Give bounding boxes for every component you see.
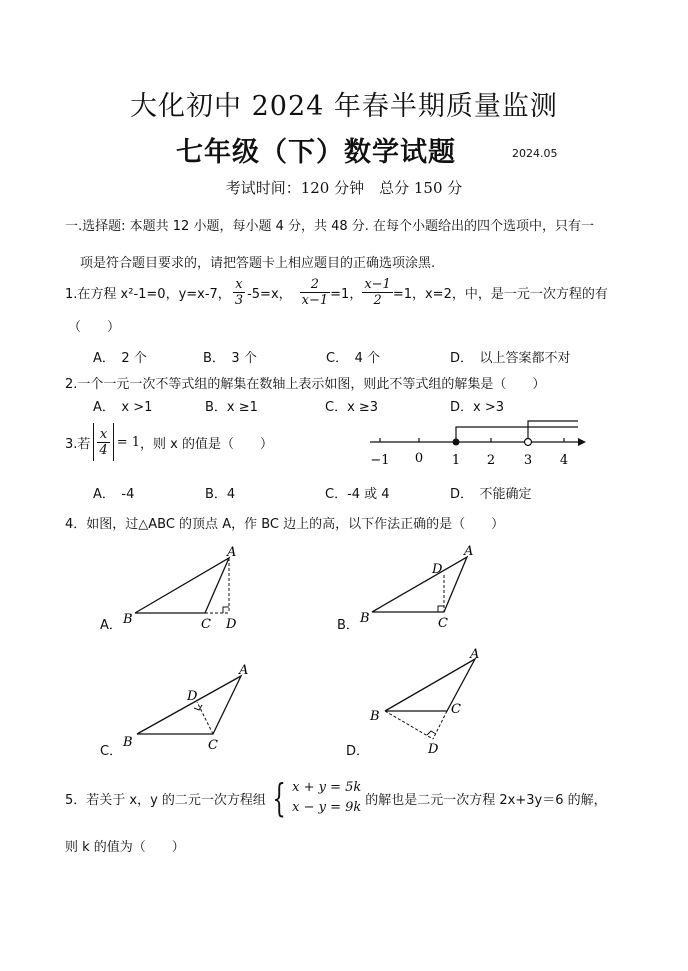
axis-label-neg1: −1 [370,453,390,468]
q2-option-d: D．x >3 [450,400,504,415]
axis-label-3: 3 [523,453,533,468]
q4-figure-b [350,540,490,635]
label-a-B: B [123,612,133,627]
q3-option-b: B．4 [205,487,236,502]
axis-label-0: 0 [414,451,424,466]
q3-abs-den: 4 [99,442,108,458]
q1-after-f1: -5=x， [247,286,292,302]
question-2: 2.一个一元一次不等式组的解集在数轴上表示如图，则此不等式组的解集是（ ） [65,377,546,392]
q4-option-a-label: A． [100,618,122,633]
exam-date: 2024.05 [512,147,558,160]
question-3 [65,420,273,464]
label-d-A: A [470,647,480,662]
q4-figure-d [365,644,495,769]
q1-blank: （ ） [68,320,121,335]
label-c-D: D [187,689,198,704]
q1-f1-num: x [233,277,245,293]
q5-suffix: 的解也是二元一次方程 2x+3y＝6 的解， [365,792,607,808]
q5-prefix: 5．若关于 x，y 的二元一次方程组 [65,792,266,808]
q5-eq1: x + y = 5k [292,780,362,795]
q1-suffix: =1，x=2，中，是一元一次方程的有 [392,286,608,302]
right-angle-d [427,731,436,735]
label-c-B: B [123,735,133,750]
q4-figure-a [115,540,255,635]
q4-option-d-label: D． [346,744,370,759]
label-a-D: D [226,617,237,632]
label-b-D: D [432,562,443,577]
number-line-figure [360,415,590,470]
question-1 [65,270,608,314]
label-a-C: C [201,617,211,632]
label-b-A: A [464,544,474,559]
q1-option-b: B． 3 个 [203,351,257,366]
triangle-d [385,659,475,711]
q1-fraction-2 [300,277,331,308]
exam-info: 考试时间：120 分钟 总分 150 分 [225,179,463,197]
section-instructions-line2: 项是符合题目要求的，请把答题卡上相应题目的正确选项涂黑. [80,256,436,271]
q4-figure-c [115,658,260,758]
triangle-a [135,558,229,613]
q2-option-c: C．x ≥3 [325,400,379,415]
q1-option-c: C． 4 个 [326,351,380,366]
q5-line2: 则 k 的值为（ ） [65,840,185,855]
q1-f2-den: x−1 [301,292,329,308]
label-d-B: B [370,709,380,724]
q3-suffix: ，则 x 的值是（ ） [139,436,273,452]
q3-option-d: D． 不能确定 [450,487,532,502]
q5-brace: { [272,776,286,820]
altitude-d-1 [385,711,433,739]
number-line-arrow [578,438,586,446]
q3-abs-fraction [97,427,109,458]
q1-option-a: A． 2 个 [93,351,147,366]
q2-option-b: B．x ≥1 [205,400,258,415]
label-c-C: C [208,738,218,753]
axis-label-2: 2 [486,453,496,468]
triangle-c [137,676,241,734]
label-d-D: D [428,742,439,757]
solid-point-1 [453,439,460,446]
label-d-C: C [451,702,461,717]
section-instructions-line1: 一.选择题: 本题共 12 小题，每小题 4 分，共 48 分. 在每个小题给出的四个选项中，只有一 [65,219,595,234]
question-4: 4．如图，过△ABC 的顶点 A，作 BC 边上的高，以下作法正确的是（ ） [65,517,505,532]
q1-f3-den: 2 [373,292,382,308]
label-b-C: C [438,616,448,631]
right-angle-b [438,606,444,612]
altitude-d-2 [433,711,447,739]
q1-f2-num: 2 [300,277,331,293]
q4-option-c-label: C． [100,744,123,759]
exam-subtitle: 七年级（下）数学试题 [176,137,456,168]
q1-option-d: D． 以上答案都不对 [450,351,571,366]
q1-fraction-1 [233,277,245,308]
q1-f1-den: 3 [234,292,244,308]
range-bracket-from-1 [456,427,578,442]
q3-option-a: A． -4 [93,487,135,502]
q3-abs-bar-left [93,423,94,461]
axis-label-1: 1 [451,453,461,468]
q3-abs-num: x [97,427,109,443]
triangle-b [372,557,467,612]
hollow-point-3 [525,439,532,446]
q1-prefix: 1.在方程 x²-1=0，y=x-7， [65,286,231,302]
altitude-c [197,702,213,734]
q3-option-c: C．-4 或 4 [325,487,390,502]
axis-label-4: 4 [559,453,569,468]
q5-equation-system [292,778,361,818]
q3-abs-bar-right [113,423,114,461]
question-5 [65,776,607,820]
q1-f3-num: x−1 [364,276,391,292]
label-a-A: A [227,545,237,560]
right-angle-a [223,607,229,613]
exam-title: 大化初中 2024 年春半期质量监测 [130,91,558,122]
label-b-B: B [360,611,370,626]
range-bracket-from-3 [528,421,578,442]
q3-prefix: 3.若 [65,436,91,452]
q5-eq2: x − y = 9k [292,800,362,815]
q1-after-f2: =1， [330,286,363,302]
q1-fraction-3 [362,277,393,308]
q4-option-b-label: B． [337,618,359,633]
q2-option-a: A． x >1 [93,400,153,415]
label-c-A: A [239,663,249,678]
q3-equals: = 1 [116,434,140,450]
